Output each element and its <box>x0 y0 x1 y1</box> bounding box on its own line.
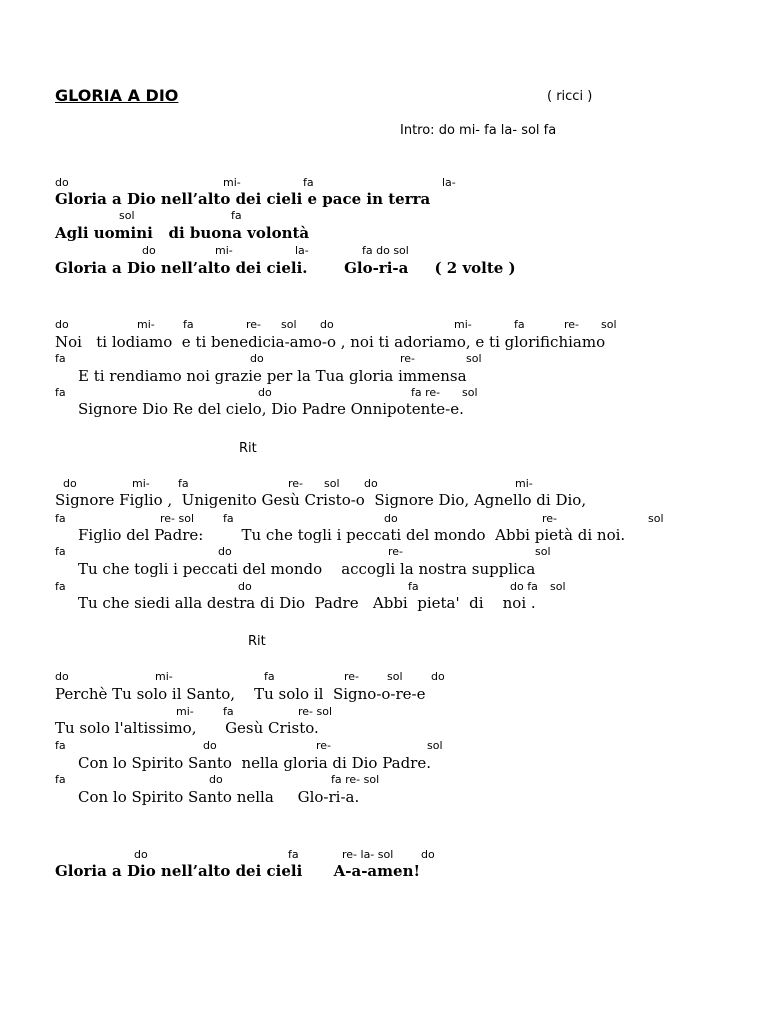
lyric-line: Con lo Spirito Santo nella Glo-ri-a. <box>78 788 360 806</box>
chord: do <box>258 386 272 399</box>
chord: re- <box>388 545 404 558</box>
lyric-line: Tu che togli i peccati del mondo accogli la nostra supplica <box>78 560 536 578</box>
chord: mi- <box>223 176 241 189</box>
chord: sol <box>387 670 403 683</box>
lyric-line: Noi ti lodiamo e ti benedicia-amo-o , noi ti adoriamo, e ti glorifichiamo <box>55 333 606 351</box>
chord: sol <box>427 739 443 752</box>
chord: re- <box>316 739 332 752</box>
chord: do <box>63 477 77 490</box>
chord: re- <box>400 352 416 365</box>
lyric-line: Con lo Spirito Santo nella gloria di Dio Padre. <box>78 754 431 772</box>
chord: sol <box>281 318 297 331</box>
chord: do <box>134 848 148 861</box>
chord: mi- <box>454 318 472 331</box>
chord: fa <box>231 209 242 222</box>
lyric-line: Tu che siedi alla destra di Dio Padre Abbi pieta' di noi . <box>78 594 536 612</box>
lyric-line: Gloria a Dio nell’alto dei cieli e pace in terra <box>55 190 431 208</box>
chord: re- la- sol <box>342 848 394 861</box>
chord: do <box>384 512 398 525</box>
chord: re- sol <box>298 705 333 718</box>
chord: fa <box>55 545 66 558</box>
chord: do <box>55 670 69 683</box>
refrain-marker: Rit <box>248 634 266 649</box>
chord: fa <box>223 512 234 525</box>
chord: sol <box>119 209 135 222</box>
chord: mi- <box>137 318 155 331</box>
lyric-line: Tu solo l'altissimo, Gesù Cristo. <box>55 719 319 737</box>
chord: fa <box>55 773 66 786</box>
chord: re- <box>288 477 304 490</box>
chord: fa <box>408 580 419 593</box>
chord: sol <box>324 477 340 490</box>
chord: fa <box>55 739 66 752</box>
chord: re- <box>344 670 360 683</box>
chord: re- <box>564 318 580 331</box>
chord: do <box>421 848 435 861</box>
chord: mi- <box>132 477 150 490</box>
chord: do <box>250 352 264 365</box>
chord: do <box>209 773 223 786</box>
chord: sol <box>648 512 664 525</box>
chord: re- sol <box>160 512 195 525</box>
chord: fa <box>303 176 314 189</box>
chord: fa <box>264 670 275 683</box>
chord: sol <box>466 352 482 365</box>
chord: la- <box>295 244 309 257</box>
chord: do <box>142 244 156 257</box>
chord: mi- <box>155 670 173 683</box>
chord: fa <box>183 318 194 331</box>
chord: fa <box>55 512 66 525</box>
song-title: GLORIA A DIO <box>55 86 179 105</box>
lyric-line: Agli uomini di buona volontà <box>55 224 310 242</box>
lyric-line: E ti rendiamo noi grazie per la Tua gloria immensa <box>78 367 467 385</box>
lyric-line: Gloria a Dio nell’alto dei cieli. Glo-ri-a ( 2 volte ) <box>55 259 516 277</box>
chord: fa <box>514 318 525 331</box>
chord: sol <box>535 545 551 558</box>
chord: mi- <box>176 705 194 718</box>
refrain-marker: Rit <box>239 441 257 456</box>
lyric-line: Signore Dio Re del cielo, Dio Padre Onnipotente-e. <box>78 400 464 418</box>
chord: do <box>238 580 252 593</box>
chord: fa <box>288 848 299 861</box>
chord: fa re- sol <box>331 773 380 786</box>
chord: sol <box>601 318 617 331</box>
chord: mi- <box>515 477 533 490</box>
chord: do <box>203 739 217 752</box>
chord: fa <box>223 705 234 718</box>
lyric-line: Gloria a Dio nell’alto dei cieli A-a-amen! <box>55 862 421 880</box>
intro-chords: Intro: do mi- fa la- sol fa <box>400 123 557 138</box>
lyric-line: Perchè Tu solo il Santo, Tu solo il Signo-o-re-e <box>55 685 426 703</box>
chord: do fa <box>510 580 538 593</box>
chord: sol <box>462 386 478 399</box>
song-author: ( ricci ) <box>547 89 593 104</box>
chord: do <box>364 477 378 490</box>
chord: re- <box>246 318 262 331</box>
chord: do <box>218 545 232 558</box>
chord: fa <box>55 580 66 593</box>
chord: do <box>320 318 334 331</box>
chord: do <box>55 176 69 189</box>
chord: fa <box>178 477 189 490</box>
chord: fa do sol <box>362 244 409 257</box>
chord: do <box>55 318 69 331</box>
lyric-line: Signore Figlio , Unigenito Gesù Cristo-o Signore Dio, Agnello di Dio, <box>55 491 587 509</box>
chord: la- <box>442 176 456 189</box>
chord: mi- <box>215 244 233 257</box>
chord: sol <box>550 580 566 593</box>
chord: fa re- <box>411 386 441 399</box>
chord: fa <box>55 352 66 365</box>
chord: fa <box>55 386 66 399</box>
chord: do <box>431 670 445 683</box>
lyric-line: Figlio del Padre: Tu che togli i peccati del mondo Abbi pietà di noi. <box>78 526 626 544</box>
chord: re- <box>542 512 558 525</box>
